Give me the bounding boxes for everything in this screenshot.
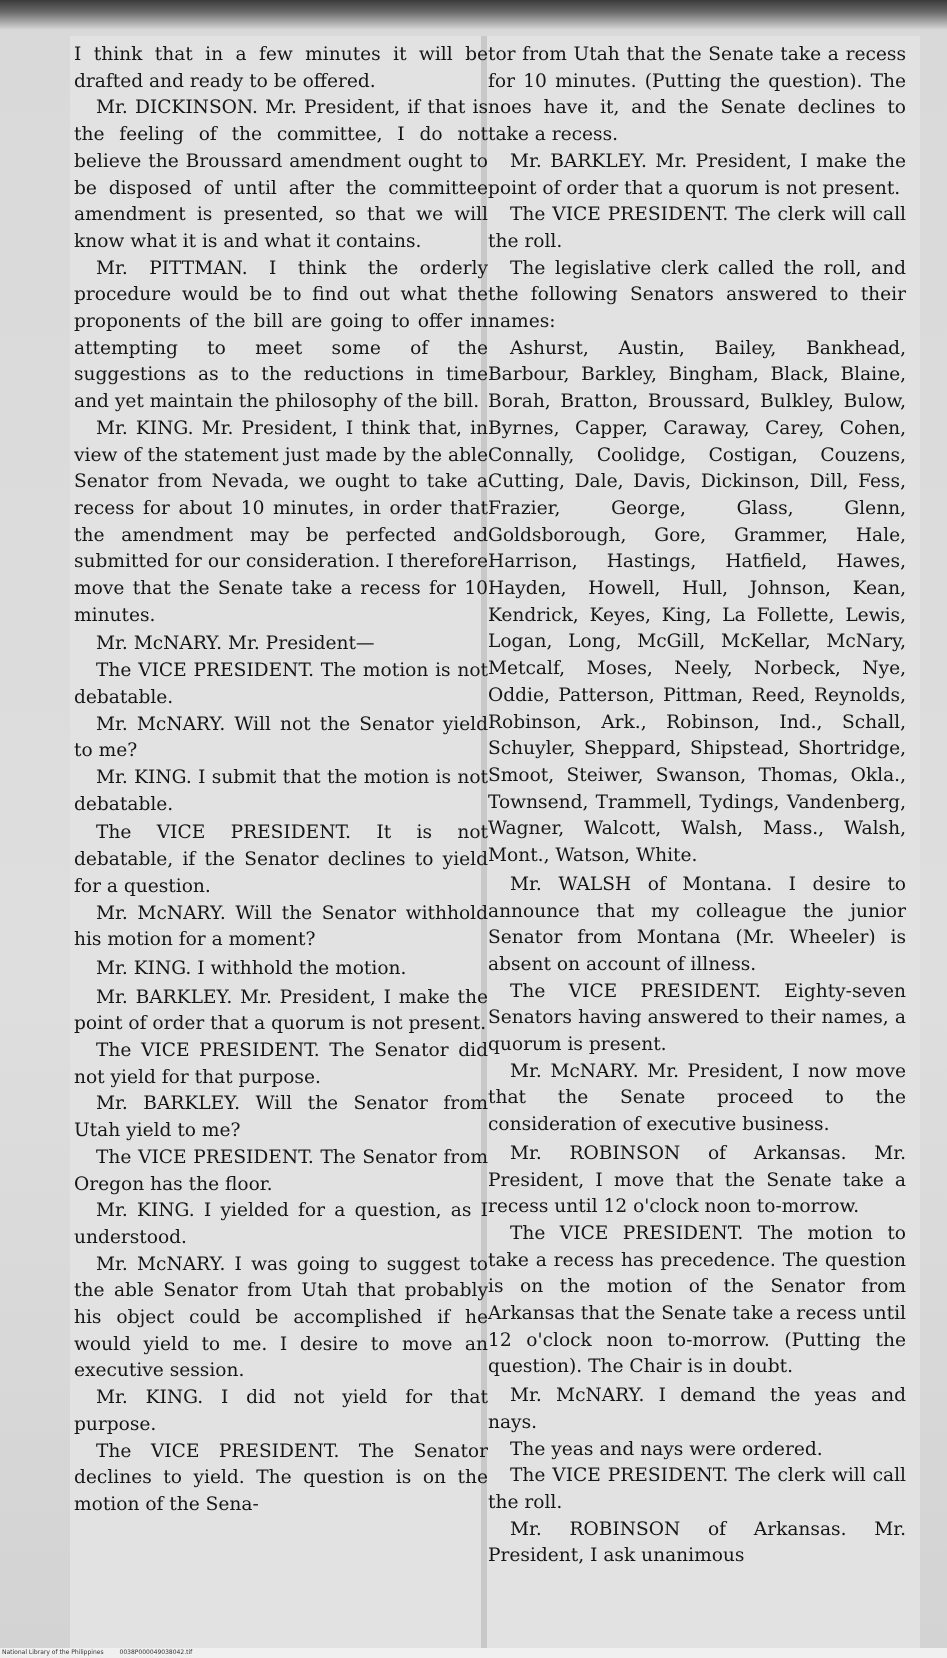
paragraph: Mr. McNARY. Will the Senator withhold his motion for a moment? (74, 902, 488, 951)
paragraph: The VICE PRESIDENT. The Senator from Oregon has the floor. (74, 1146, 488, 1195)
paragraph: The VICE PRESIDENT. The motion to take a recess has precedence. The question is on the motion of the Senator from Arkansas that the Senate take a recess until 12 o'clock noon to-morrow. (Putting the question). The Chair is in doubt. (488, 1222, 906, 1378)
scan-footer (0, 1648, 947, 1658)
paragraph: Mr. ROBINSON of Arkansas. Mr. President, I move that the Senate take a recess until 12 o'clock noon to-morrow. (488, 1142, 906, 1218)
library-name: National Library of the Philippines (2, 1649, 104, 1656)
paragraph: The VICE PRESIDENT. The Senator declines to yield. The question is on the motion of the Sena- (74, 1440, 488, 1515)
paragraph: The VICE PRESIDENT. Eighty-seven Senators having answered to their names, a quorum is present. (488, 980, 906, 1056)
right-column (488, 42, 906, 1570)
paragraph: Mr. McNARY. Mr. President, I now move that the Senate proceed to the consideration of executive business. (488, 1060, 906, 1136)
newspaper-clipping (70, 36, 920, 1652)
paragraph: Mr. WALSH of Montana. I desire to announce that my colleague the junior Senator from Montana (Mr. Wheeler) is absent on account of illness. (488, 873, 906, 975)
paragraph: Mr. KING. I withhold the motion. (96, 957, 407, 979)
paragraph: The legislative clerk called the roll, and the following Senators answered to their names: (488, 257, 906, 333)
paragraph: The VICE PRESIDENT. The clerk will call the roll. (488, 204, 906, 252)
paragraph: The VICE PRESIDENT. The Senator did not yield for that purpose. (74, 1040, 488, 1088)
paragraph: tor from Utah that the Senate take a recess for 10 minutes. (Putting the question). The noes have it, and the Senate declines to take a recess. (488, 44, 906, 146)
paragraph: I think that in a few minutes it will be drafted and ready to be offered. (74, 44, 488, 92)
paragraph: The VICE PRESIDENT. It is not debatable, if the Senator declines to yield for a question. (74, 822, 488, 897)
paragraph: The VICE PRESIDENT. The clerk will call the roll. (488, 1465, 906, 1513)
senator-roll-list: Ashurst, Austin, Bailey, Bankhead, Barbour, Barkley, Bingham, Black, Blaine, Borah, Bratton, Broussard, Bulkley, Bulow, Byrnes, Capper, Caraway, Carey, Cohen, Connally, Coolidge, Costigan, Couzens, Cutting, Dale, Davis, Dickinson, Dill, Fess, Frazier, George, Glass, Glenn, Goldsborough, Gore, Grammer, Hale, Harrison, Hastings, Hatfield, Hawes, Hayden, Howell, Hull, Johnson, Kean, Kendrick, Keyes, King, La Follette, Lewis, Logan, Long, McGill, McKellar, McNary, Metcalf, Moses, Neely, Norbeck, Nye, Oddie, Patterson, Pittman, Reed, Reynolds, Robinson, Ark., Robinson, Ind., Schall, Schuyler, Sheppard, Shipstead, Shortridge, Smoot, Steiwer, Swanson, Thomas, Okla., Townsend, Trammell, Tydings, Vandenberg, Wagner, Walcott, Walsh, Mass., Walsh, Mont., Watson, White. (488, 337, 906, 867)
paragraph: Mr. McNARY. I demand the yeas and nays. (488, 1385, 906, 1433)
paragraph: Mr. McNARY. Mr. President— (96, 633, 375, 655)
paragraph: Mr. PITTMAN. I think the orderly procedure would be to find out what the proponents of the bill are going to offer in attempting to meet some of the suggestions as to the reductions in time and yet maintain the philosophy of the bill. (74, 257, 488, 413)
file-id: 0038P000049038042.tif (119, 1649, 193, 1656)
paragraph: Mr. ROBINSON of Arkansas. Mr. President, I ask unanimous (488, 1518, 906, 1567)
paragraph: Mr. BARKLEY. Will the Senator from Utah yield to me? (74, 1093, 488, 1142)
left-column (74, 42, 488, 1519)
paragraph: Mr. KING. Mr. President, I think that, in view of the statement just made by the able Senator from Nevada, we ought to take a recess for about 10 minutes, in order that the amendment may be perfected and submitted for our consideration. I therefore move that the Senate take a recess for 10 minutes. (74, 417, 488, 626)
paragraph: Mr. DICKINSON. Mr. President, if that is the feeling of the committee, I do not believe the Broussard amendment ought to be disposed of until after the committee amendment is presented, so that we will know what it is and what it contains. (74, 97, 488, 252)
paragraph: Mr. McNARY. I was going to suggest to the able Senator from Utah that probably his object could be accomplished if he would yield to me. I desire to move an executive session. (74, 1253, 488, 1382)
paragraph: Mr. KING. I submit that the motion is not debatable. (74, 766, 488, 815)
paragraph: The yeas and nays were ordered. (510, 1438, 823, 1460)
paragraph: Mr. KING. I yielded for a question, as I understood. (74, 1200, 488, 1248)
paragraph: Mr. McNARY. Will not the Senator yield to me? (74, 713, 488, 762)
paragraph: The VICE PRESIDENT. The motion is not debatable. (74, 660, 488, 708)
paragraph: Mr. KING. I did not yield for that purpose. (74, 1387, 488, 1435)
paragraph: Mr. BARKLEY. Mr. President, I make the point of order that a quorum is not present. (74, 986, 488, 1035)
paragraph: Mr. BARKLEY. Mr. President, I make the point of order that a quorum is not present. (488, 150, 906, 199)
